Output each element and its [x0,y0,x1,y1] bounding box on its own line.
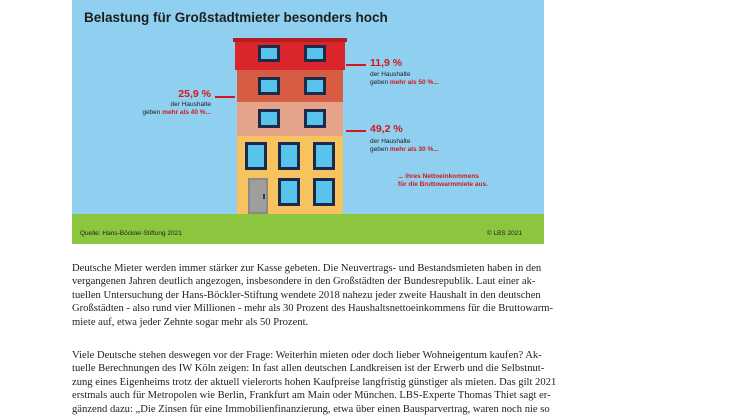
paragraph-line: Deutsche Mieter werden immer stärker zur Kasse gebeten. Die Neuvertrags- und Bestandsmieten haben in den [72,263,542,274]
stat-top-line1: der Haushalte [370,71,411,78]
roof-cap [233,38,347,42]
paragraph-line: Viele Deutsche stehen deswegen vor der Frage: Weiterhin mieten oder doch lieber Wohneigentum kaufen? Ak- [72,350,542,361]
paragraph-line: gänzend dazu: „Die Zinsen für eine Immobilienfinanzierung, etwa über einen Bausparvertrag, waren noch nie so [72,403,550,415]
copyright-credit: © LBS 2021 [486,230,522,237]
roof [235,40,345,70]
income-note-line2: für die Bruttowarmmiete aus. [398,181,488,189]
paragraph-line: zung eines Eigenheims trotz der aktuell vielerorts hohen Kaufpreise langfristig günstiger als mieten. Das gilt 2021 [72,376,557,388]
income-note-line1: ... ihres Nettoeinkommens [398,173,479,180]
infographic-title: Belastung für Großstadtmieter besonders hoch [84,10,388,25]
paragraph-line: erstmals auch für Metropolen wie Berlin, Frankfurt am Main oder München. LBS-Experte Thomas Thiet sagt er- [72,390,551,402]
leader-top [346,64,366,66]
stat-bottom-highlight: mehr als 30 %... [389,146,439,154]
leader-bottom [346,130,366,132]
stat-top-value: 11,9 % [370,57,403,69]
stat-bottom-line1: der Haushalte [370,138,411,145]
stat-bottom-caption [370,138,439,154]
leader-left [215,96,235,98]
stat-top-prefix: geben [370,79,390,87]
paragraph-line: miete auf, etwa jeder Zehnte sogar mehr als 50 Prozent. [72,316,309,328]
stat-top-highlight: mehr als 50 %... [389,79,439,87]
stat-left-value: 25,9 % [178,88,211,100]
paragraph-line: tuellen Untersuchung der Hans-Böckler-Stiftung wendete 2018 nahezu jeder zweite Haushalt in den deutschen [72,289,541,301]
stat-bottom-prefix: geben [370,146,390,154]
rent-burden-infographic [72,0,544,244]
source-credit: Quelle: Hans-Böckler-Stiftung 2021 [80,230,182,237]
stat-left-line1: der Haushalte [170,101,211,108]
paragraph-rent-increase [72,262,610,329]
paragraph-line: vergangenen Jahren deutlich angezogen, insbesondere in den Großstädten der Bundesrepublik. Laut einer ak- [72,276,536,288]
paragraph-rent-vs-buy [72,349,610,416]
paragraph-line: Großstädten - also rund vier Millionen - mehr als 30 Prozent des Haushaltsnettoeinkommens für die Bruttowarm- [72,303,554,315]
stat-bottom-value: 49,2 % [370,123,403,135]
stat-left-highlight: mehr als 40 %... [162,109,211,117]
floor-middle [237,102,343,136]
stat-left-prefix: geben [142,109,163,117]
paragraph-line: tuelle Berechnungen des IW Köln zeigen: In fast allen deutschen Landkreisen ist der Erwerb und die Selbstnut- [72,363,545,375]
income-note [398,173,488,189]
floor-top [237,70,343,102]
stat-left-caption [102,101,211,117]
stat-top-caption [370,71,439,87]
house-illustration [72,0,544,244]
